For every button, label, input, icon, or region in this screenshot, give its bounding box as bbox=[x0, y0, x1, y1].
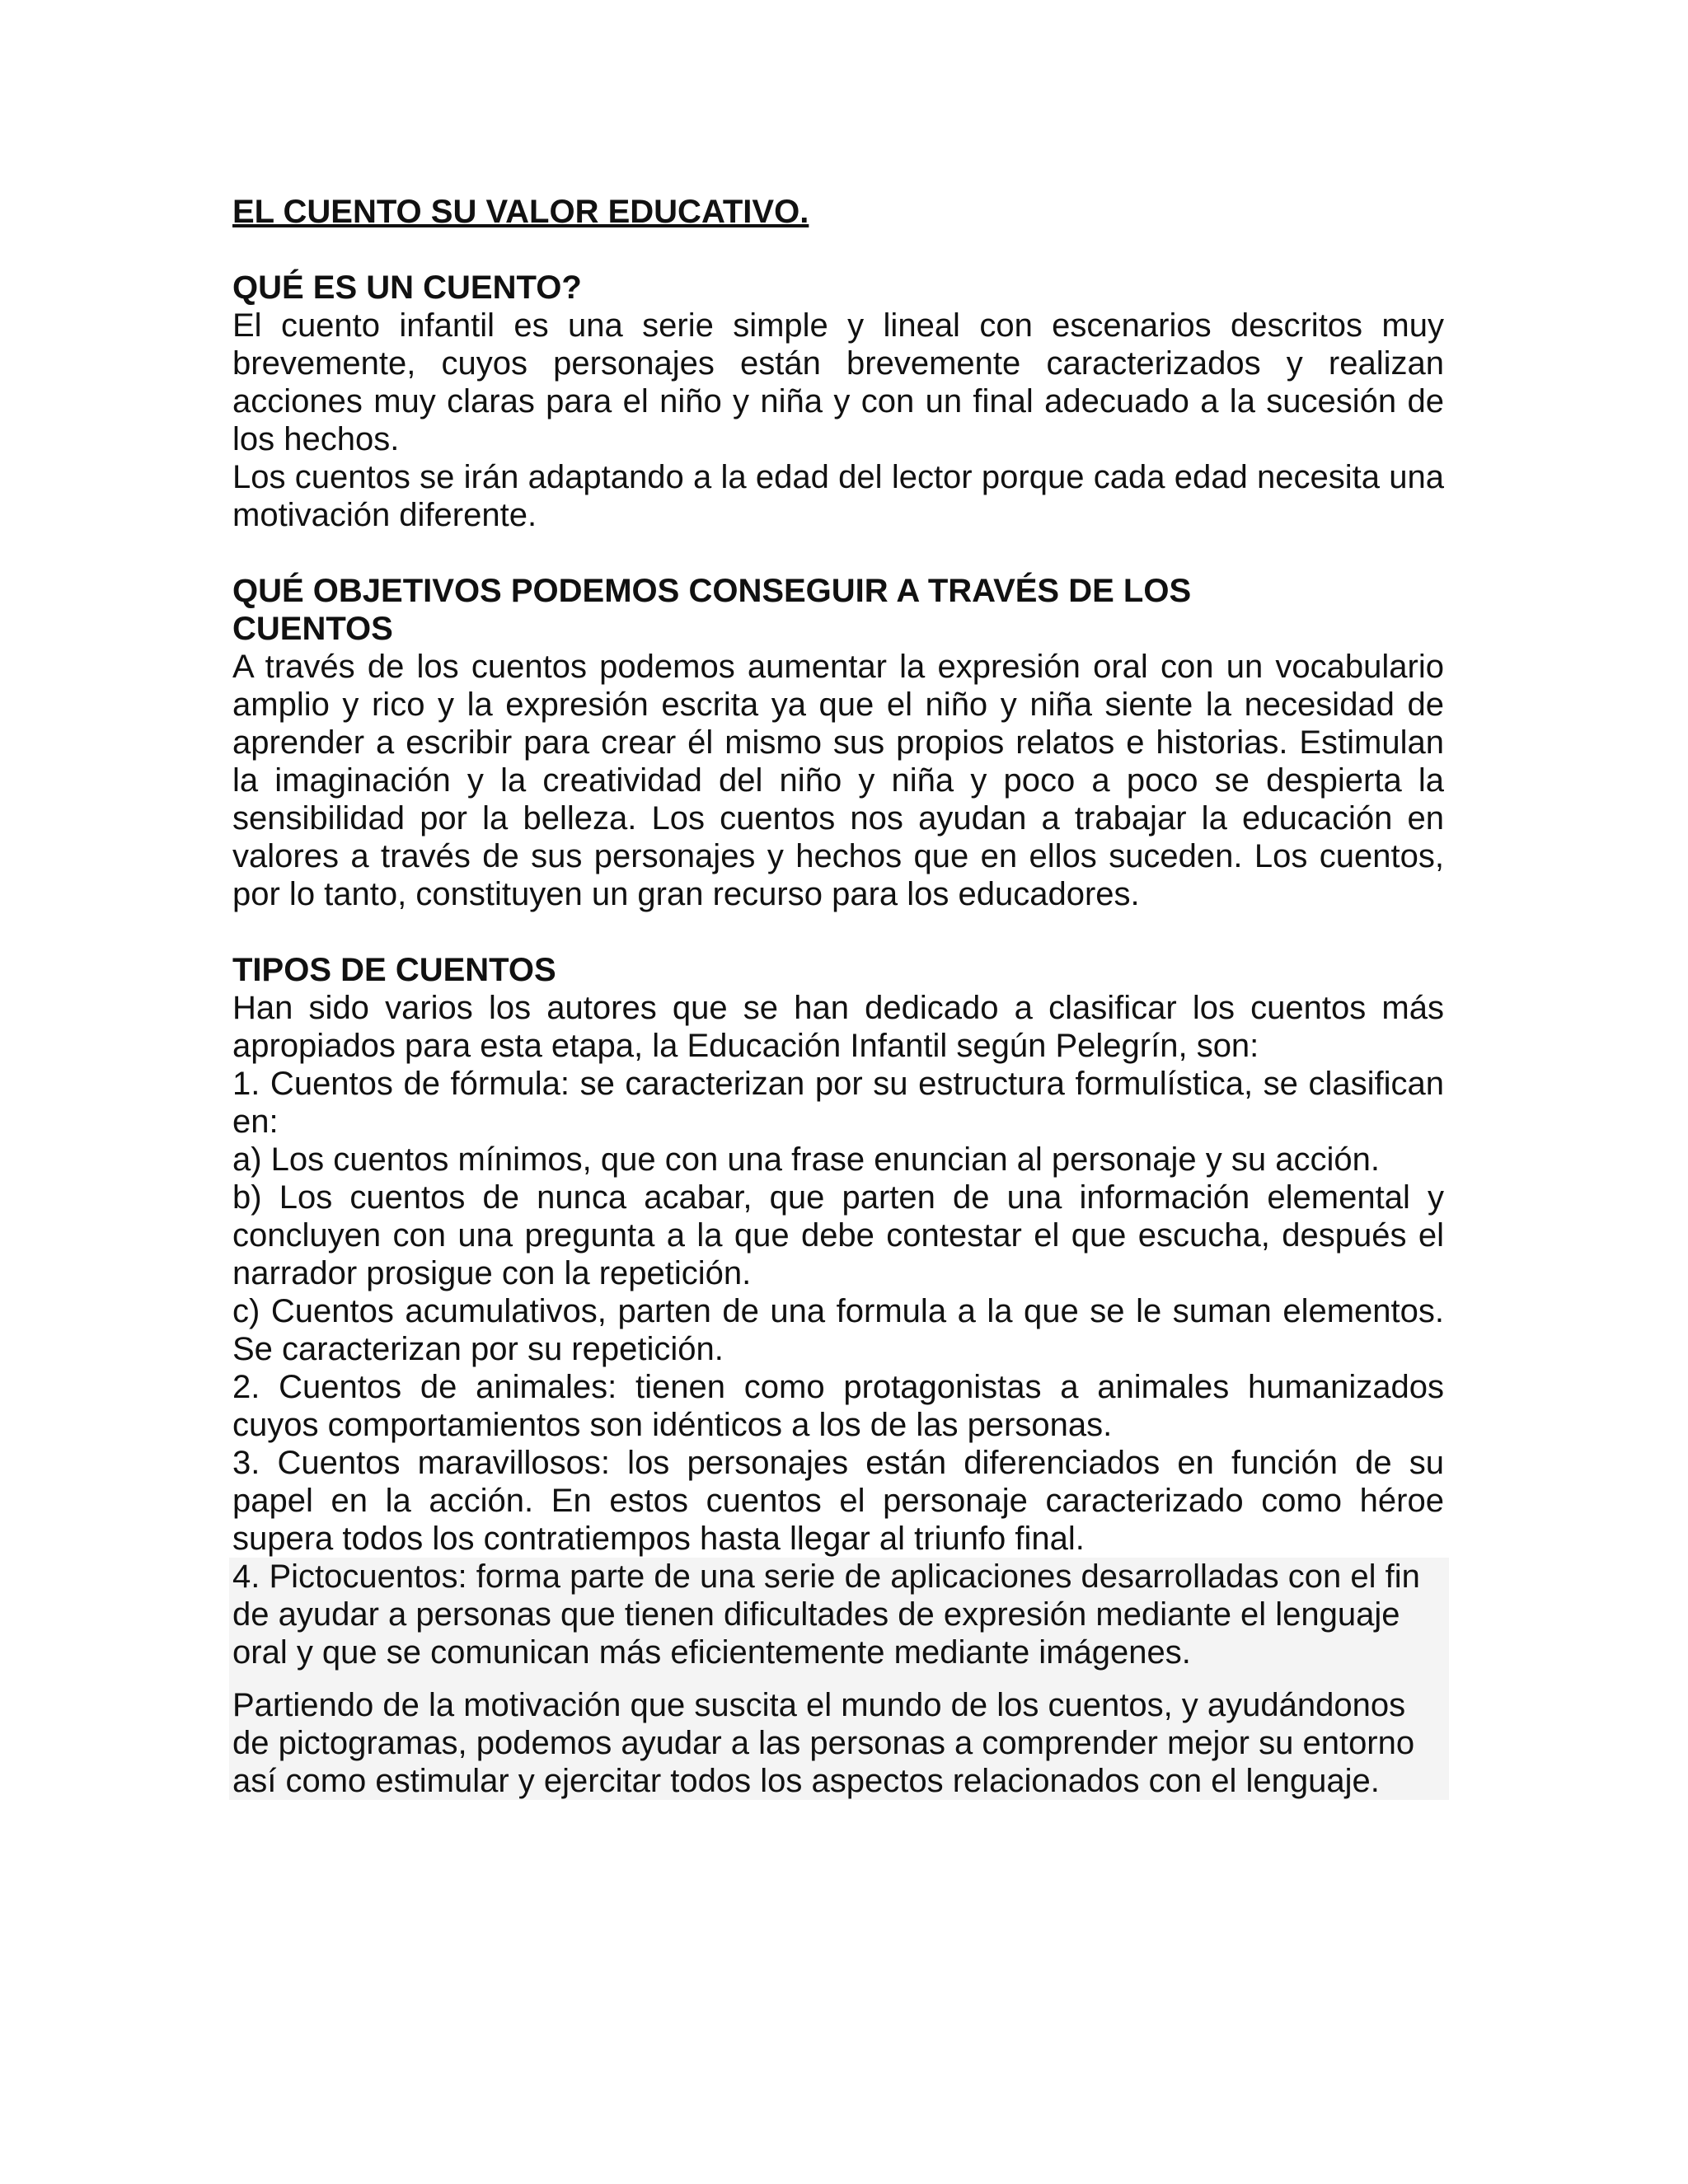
paragraph: El cuento infantil es una serie simple y lineal con escenarios descritos muy brevemente, cuyos personajes están brevemente caracterizados y realizan acciones muy claras para el niño y niña y con un final adecuado a la sucesión de los hechos. bbox=[232, 307, 1444, 457]
list-item: a) Los cuentos mínimos, que con una frase enuncian al personaje y su acción. bbox=[232, 1141, 1380, 1178]
list-item: 1. Cuentos de fórmula: se caracterizan por su estructura formulística, se clasifican en: bbox=[232, 1066, 1444, 1140]
document-title: EL CUENTO SU VALOR EDUCATIVO. bbox=[232, 194, 809, 230]
paragraph: Han sido varios los autores que se han dedicado a clasificar los cuentos más apropiados para esta etapa, la Educación Infantil según Pelegrín, son: bbox=[232, 990, 1444, 1064]
highlighted-block bbox=[229, 1558, 1449, 1800]
list-item: 2. Cuentos de animales: tienen como protagonistas a animales humanizados cuyos comportamientos son idénticos a los de las personas. bbox=[232, 1369, 1444, 1443]
paragraph: Partiendo de la motivación que suscita el mundo de los cuentos, y ayudándonos de pictogramas, podemos ayudar a las personas a comprender mejor su entorno así como estimular y ejercitar todos los aspectos relacionados con el lenguaje. bbox=[232, 1687, 1415, 1799]
spacer bbox=[232, 534, 1444, 572]
paragraph: Los cuentos se irán adaptando a la edad del lector porque cada edad necesita una motivación diferente. bbox=[232, 459, 1444, 533]
list-item: 3. Cuentos maravillosos: los personajes están diferenciados en función de su papel en la acción. En estos cuentos el personaje caracterizado como héroe supera todos los contratiempos hasta llegar al triunfo final. bbox=[232, 1445, 1444, 1557]
spacer bbox=[232, 1671, 1449, 1686]
list-item: 4. Pictocuentos: forma parte de una serie de aplicaciones desarrolladas con el fin de ayudar a personas que tienen dificultades de expresión mediante el lenguaje oral y que se comunican más eficientemente mediante imágenes. bbox=[232, 1558, 1420, 1671]
section-heading-tipos: TIPOS DE CUENTOS bbox=[232, 952, 556, 988]
document-page bbox=[232, 193, 1444, 1800]
list-item: b) Los cuentos de nunca acabar, que parten de una información elemental y concluyen con una pregunta a la que debe contestar el que escucha, después el narrador prosigue con la repetición. bbox=[232, 1179, 1444, 1291]
spacer bbox=[232, 913, 1444, 951]
spacer bbox=[232, 231, 1444, 269]
section-heading-objetivos: QUÉ OBJETIVOS PODEMOS CONSEGUIR A TRAVÉS DE LOS CUENTOS bbox=[232, 573, 1192, 647]
section-heading-que-es: QUÉ ES UN CUENTO? bbox=[232, 269, 582, 306]
paragraph: A través de los cuentos podemos aumentar la expresión oral con un vocabulario amplio y rico y la expresión escrita ya que el niño y niña siente la necesidad de aprender a escribir para crear él mismo sus propios relatos e historias. Estimulan la imaginación y la creatividad del niño y niña y poco a poco se despierta la sensibilidad por la belleza. Los cuentos nos ayudan a trabajar la educación en valores a través de sus personajes y hechos que en ellos suceden. Los cuentos, por lo tanto, constituyen un gran recurso para los educadores. bbox=[232, 649, 1444, 912]
list-item: c) Cuentos acumulativos, parten de una formula a la que se le suman elementos. Se caracterizan por su repetición. bbox=[232, 1293, 1444, 1367]
